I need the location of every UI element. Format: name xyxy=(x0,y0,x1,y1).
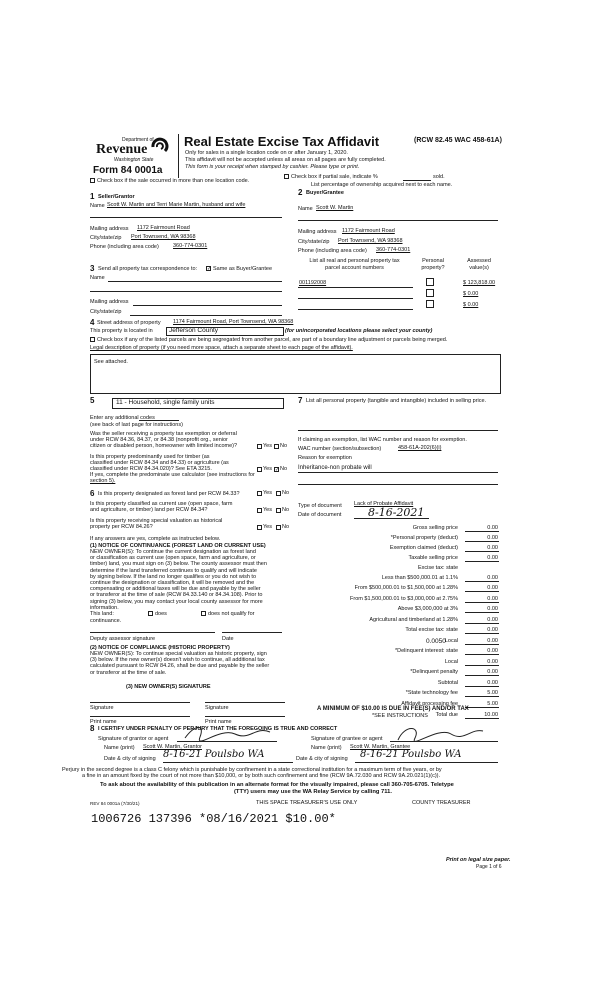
wac-number-label: WAC number (section/subsection) xyxy=(298,446,382,452)
located-in-label: This property is located in xyxy=(90,328,153,334)
seller-name-line-2 xyxy=(90,217,282,218)
perjury-line-1: Perjury in the second degree is a class C felony which is punishable by confinement in a state correctional institution for a maximum term of five years, or by xyxy=(62,767,442,773)
s3-mailing-label: Mailing address xyxy=(90,299,129,305)
exemption-q-line-1: Was the seller receiving a property tax exemption or deferral xyxy=(90,431,237,437)
cashier-stamp: 1006726 137396 *08/16/2021 $10.00* xyxy=(91,812,336,826)
rev-number: REV 84 0001a (7/30/21) xyxy=(90,801,140,806)
county-value: Jefferson County xyxy=(169,327,219,334)
tax-row-value[interactable]: 0.00 xyxy=(487,575,498,581)
section-4-number: 4 xyxy=(90,318,95,327)
exemption-yes-label: Yes xyxy=(263,443,272,449)
tax-row-label: Taxable selling price xyxy=(408,555,458,561)
exemption-no-checkbox[interactable] xyxy=(274,444,279,449)
date-of-document[interactable]: 8-16-2021 xyxy=(368,506,425,519)
assessed-value-2[interactable]: $ 0.00 xyxy=(463,291,479,297)
tax-row-label: *State technology fee xyxy=(405,690,458,696)
owner-signature-line-1[interactable] xyxy=(90,702,190,703)
alt-format-line-2: (TTY) users may use the WA Relay Service by calling 711. xyxy=(234,789,392,795)
same-as-buyer-checkbox[interactable]: ✓ xyxy=(207,266,212,272)
alt-format-line-1: To ask about the availability of this publication in an alternate format for the visually impaired, please call 360-705-6705. Teletype xyxy=(100,782,454,788)
forest-no-label: No xyxy=(282,490,290,496)
header-divider xyxy=(178,134,179,178)
deputy-date-label: Date xyxy=(222,636,234,642)
seller-mailing-label: Mailing address xyxy=(90,226,129,232)
grantee-date-city-line xyxy=(355,762,498,763)
multi-location-label: Check box if the sale occurred in more than one location code. xyxy=(97,178,250,184)
buyer-mailing[interactable]: 1172 Fairmount Road xyxy=(342,228,395,234)
current-use-no-checkbox[interactable] xyxy=(276,508,281,513)
tax-row-value[interactable]: 5.00 xyxy=(487,701,498,707)
timber-no-label: No xyxy=(280,466,288,472)
street-address-label: Street address of property xyxy=(97,320,161,326)
land-does-label: does xyxy=(155,611,167,617)
seller-name-label: Name xyxy=(90,203,105,209)
owner-print-line-1[interactable] xyxy=(90,716,190,717)
exemption-q-line-3: citizen or disabled person, homeowner with limited income)? xyxy=(90,443,238,449)
multi-location-checkbox[interactable] xyxy=(90,178,95,183)
land-use-code-select[interactable] xyxy=(112,398,284,409)
grantee-name-print[interactable]: Scott W. Martin, Grantee xyxy=(350,744,411,750)
land-does-checkbox[interactable] xyxy=(148,611,153,616)
owner-signature-line-2[interactable] xyxy=(205,702,285,703)
notice-text-line: calculated pursuant to RCW 84.26, shall be due and payable by the seller xyxy=(90,663,270,670)
notice-text-line: by signing below. If the land no longer qualifies or you do not wish to xyxy=(90,573,257,580)
timber-q-line-2: classified under RCW 84.34 and 84.33) or agriculture (as xyxy=(90,460,229,466)
s3-city-label: City/state/zip xyxy=(90,309,122,315)
page-number: Page 1 of 6 xyxy=(476,864,502,870)
tax-row-label: Total due xyxy=(435,712,458,718)
deputy-date-line[interactable] xyxy=(222,632,282,633)
parcels-col-label: List all real and personal property tax parcel account numbers xyxy=(309,258,400,271)
current-use-q-line-1: Is this property classified as current use (open space, farm xyxy=(90,501,233,507)
legal-paper-note: Print on legal size paper. xyxy=(446,857,511,863)
tax-row-value[interactable]: 0.00 xyxy=(487,545,498,551)
notice-text-line: signing (3) below, you may contact your local county assessor for more xyxy=(90,598,263,605)
county-treasurer-label: COUNTY TREASURER xyxy=(412,800,471,806)
current-use-yes-label: Yes xyxy=(263,507,272,513)
personal-property-checkbox-1[interactable] xyxy=(426,278,434,286)
notice-text-line: information. xyxy=(90,604,119,611)
grantee-signature-scribble xyxy=(393,722,488,744)
notice-text-line: or transferor at the time of sale. xyxy=(90,669,167,676)
owner-print-line-2[interactable] xyxy=(205,716,285,717)
exemption-no-label: No xyxy=(280,443,288,449)
s3-name-label: Name xyxy=(90,275,105,281)
notice-text-line: (3) below. If the new owner(s) doesn't wish to continue, all additional tax xyxy=(90,657,265,664)
parcel-line-3 xyxy=(298,309,413,310)
exemption-yes-checkbox[interactable] xyxy=(257,444,262,449)
notice-line-2: This affidavit will not be accepted unless all areas on all pages are fully completed. xyxy=(185,157,386,163)
claim-exemption-label: If claiming an exemption, list WAC number and reason for exemption. xyxy=(298,437,467,443)
buyer-phone-label: Phone (including area code) xyxy=(298,248,367,254)
s3-mailing-line[interactable] xyxy=(133,305,282,306)
seller-mailing[interactable]: 1172 Fairmount Road xyxy=(137,225,190,231)
timber-no-checkbox[interactable]: ✓ xyxy=(275,467,280,473)
additional-codes-label: Enter any additional codes xyxy=(90,415,155,421)
grantor-name-print[interactable]: Scott W. Martin, Grantor xyxy=(143,744,202,750)
grantee-date-city[interactable]: 8-16-21 Poulsbo WA xyxy=(360,749,462,760)
seller-heading: Seller/Grantor xyxy=(98,194,135,200)
notice-text-line: continue the designation or classification, it will be removed and the xyxy=(90,580,255,586)
buyer-name-line-2 xyxy=(298,220,498,221)
date-of-document-line xyxy=(354,518,429,519)
see-instructions: *SEE INSTRUCTIONS xyxy=(372,713,428,719)
tax-row-value[interactable]: 0.00 xyxy=(487,535,498,541)
historic-yes-label: Yes xyxy=(263,524,272,530)
timber-yes-label: Yes xyxy=(263,466,272,472)
parcel-line-1 xyxy=(298,287,413,288)
grantee-signature-label: Signature of grantee or agent xyxy=(311,736,383,742)
assessed-value-1[interactable]: $ 123,818.00 xyxy=(463,280,496,286)
wac-number[interactable]: 458-61A-202(6)(i) xyxy=(398,445,442,451)
current-use-q-line-2: and agriculture, or timber) land per RCW 84.34? xyxy=(90,507,208,513)
notice-continuance-title: (1) NOTICE OF CONTINUANCE (FOREST LAND OR CURRENT USE) xyxy=(90,543,266,549)
section-6-number: 6 xyxy=(90,489,95,498)
unincorporated-note: (for unincorporated locations please select your county) xyxy=(285,328,433,334)
grantee-date-city-label: Date & city of signing xyxy=(296,756,348,762)
buyer-heading: Buyer/Grantee xyxy=(306,190,344,196)
buyer-name-label: Name xyxy=(298,206,313,212)
tax-row-label: From $500,000.01 to $1,500,000 at 1.28% xyxy=(354,585,458,591)
segregated-label: Check box if any of the listed parcels are being segregated from another parcel, are part of a boundary line adjustment or parcels being merged. xyxy=(97,337,448,343)
dept-prefix: Department of xyxy=(122,137,154,143)
tax-row-value[interactable]: 0.00 xyxy=(487,585,498,591)
grantor-name-print-label: Name (print) xyxy=(104,745,135,751)
seller-phone-label: Phone (including area code) xyxy=(90,244,159,250)
tax-row-label: Total excise tax: state xyxy=(405,627,458,633)
reason-label: Reason for exemption xyxy=(298,455,352,461)
section-5-number: 5 xyxy=(90,396,95,405)
tax-row-value[interactable]: 5.00 xyxy=(487,690,498,696)
section-8-number: 8 xyxy=(90,724,95,733)
reason-value[interactable]: Inheritance-non probate will xyxy=(298,465,372,471)
form-number: Form 84 0001a xyxy=(93,165,163,176)
owner-print-label-2: Print name xyxy=(205,719,232,725)
tax-row-value[interactable]: 0.00 xyxy=(487,648,498,654)
parcel-line-2 xyxy=(298,298,413,299)
personal-property-list-line[interactable] xyxy=(298,430,498,431)
perjury-line-2: a fine in an amount fixed by the court of not more than $10,000, or by both such confinement and fine (RCW 9A.72.030 and RCW 9A.20.021(1)(c)). xyxy=(82,773,441,779)
timber-q-line-4: If yes, complete the predominate use calculator (see instructions for xyxy=(90,472,255,478)
reason-line-1 xyxy=(298,472,498,473)
minimum-due-line: A MINIMUM OF $10.00 IS DUE IN FEE(S) AND/OR TAX xyxy=(317,706,469,712)
section-2-number: 2 xyxy=(298,188,303,197)
s3-name-line[interactable] xyxy=(108,281,282,282)
tax-row-label: Excise tax: state xyxy=(417,565,458,571)
tax-row-label: *Delinquent penalty xyxy=(410,669,458,675)
tax-row-label: *Delinquent interest: state xyxy=(395,648,458,654)
assessed-value-col-label: Assessed value(s) xyxy=(467,258,491,271)
notice-text-line: timber) land, you must sign on (3) below. The county assessor must then xyxy=(90,561,267,568)
ownership-note: List percentage of ownership acquired next to each name. xyxy=(311,182,453,188)
timber-q-line-3: classified under RCW 84.34.020)? See ETA 3215. xyxy=(90,466,212,472)
seller-city[interactable]: Port Townsend, WA 98368 xyxy=(131,234,196,240)
grantor-date-city-label: Date & city of signing xyxy=(104,756,156,762)
dept-state: Washington State xyxy=(114,157,154,163)
buyer-name[interactable]: Scott W. Martin xyxy=(316,205,354,211)
legal-description-label: Legal description of property (if you need more space, attach a separate sheet to each page of the affidavit). xyxy=(90,345,353,351)
notice-text-line: compensating or additional taxes will be due and payable by the seller xyxy=(90,586,261,593)
notice-line-1: Only for sales in a single location code on or after January 1, 2020. xyxy=(185,150,348,156)
land-does-not-label: does not qualify for xyxy=(208,611,255,617)
form-title: Real Estate Excise Tax Affidavit xyxy=(184,134,380,149)
notice-text-line: or classification as current use (open space, farm and agriculture, or xyxy=(90,555,256,562)
buyer-phone[interactable]: 360-774-0301 xyxy=(376,247,411,253)
timber-q-line-5: section 5). xyxy=(90,478,116,484)
tax-row-value[interactable]: 0.00 xyxy=(487,525,498,531)
deputy-signature-label: Deputy assessor signature xyxy=(90,636,156,642)
owner-print-label-1: Print name xyxy=(90,719,117,725)
tax-row-label: Local xyxy=(444,638,458,644)
historic-q-line-1: Is this property receiving special valuation as historical xyxy=(90,518,223,524)
seller-phone[interactable]: 360-774-0301 xyxy=(173,243,208,249)
tax-row-value[interactable]: 0.00 xyxy=(487,617,498,623)
parcel-number-1[interactable]: 001192008 xyxy=(299,280,327,286)
notice-line-3: This form is your receipt when stamped by cashier. Please type or print. xyxy=(185,164,360,170)
county-select[interactable] xyxy=(166,327,284,336)
seller-city-label: City/state/zip xyxy=(90,235,122,241)
current-use-yes-checkbox[interactable] xyxy=(257,508,262,513)
certify-statement: I CERTIFY UNDER PENALTY OF PERJURY THAT THE FOREGOING IS TRUE AND CORRECT xyxy=(98,726,338,732)
type-of-document[interactable]: Lack of Probate Affidavit xyxy=(354,501,414,507)
local-rate: 0.0050 xyxy=(426,638,446,645)
see-back-note: (see back of last page for instructions) xyxy=(90,422,183,428)
grantor-signature-scribble xyxy=(180,722,275,744)
timber-yes-checkbox[interactable] xyxy=(257,467,262,472)
tax-row-value[interactable]: 0.00 xyxy=(487,659,498,665)
tax-row-label: Local xyxy=(444,659,458,665)
partial-percent-line[interactable] xyxy=(403,180,431,181)
buyer-city-label: City/state/zip xyxy=(298,239,330,245)
tax-row-label: Less than $500,000.01 at 1.1% xyxy=(381,575,458,581)
notice-text-line: NEW OWNER(S): To continue special valuation as historic property, sign xyxy=(90,651,267,657)
additional-codes-line[interactable] xyxy=(139,420,179,421)
historic-q-line-2: property per RCW 84.26? xyxy=(90,524,153,530)
forest-land-question: Is this property designated as forest land per RCW 84.33? xyxy=(98,491,240,497)
personal-property-checkbox-3[interactable] xyxy=(426,300,434,308)
buyer-mailing-label: Mailing address xyxy=(298,229,337,235)
tax-row-value[interactable]: 0.00 xyxy=(487,680,498,686)
tax-row-label: Subtotal xyxy=(437,680,458,686)
owner-signature-label-1: Signature xyxy=(90,705,114,711)
property-street-address[interactable]: 1174 Fairmount Road, Port Townsend, WA 98368 xyxy=(173,319,294,325)
s3-name-line-2 xyxy=(90,291,282,292)
tax-row-label: Gross selling price xyxy=(412,525,458,531)
partial-sale-label: Check box if partial sale, indicate % xyxy=(291,174,378,180)
notice-text-line: or transferor at the time of sale (RCW 84.33.140 or 84.34.108). Prior to xyxy=(90,592,263,599)
notice-compliance-title: (2) NOTICE OF COMPLIANCE (HISTORIC PROPERTY) xyxy=(90,645,230,651)
date-of-document-label: Date of document xyxy=(298,512,342,518)
section-3-number: 3 xyxy=(90,264,95,273)
tax-row-value[interactable]: 0.00 xyxy=(487,596,498,602)
buyer-city[interactable]: Port Townsend, WA 98368 xyxy=(338,238,403,244)
tax-row-value[interactable]: 0.00 xyxy=(487,638,498,644)
historic-no-label: No xyxy=(282,524,290,530)
forest-yes-label: Yes xyxy=(263,490,272,496)
tax-row-label: Exemption claimed (deduct) xyxy=(389,545,458,551)
tax-row-label: Agricultural and timberland at 1.28% xyxy=(369,617,458,623)
dor-swoosh-icon xyxy=(149,137,169,157)
historic-yes-checkbox[interactable] xyxy=(257,525,262,530)
reason-line-2 xyxy=(298,484,498,485)
segregated-checkbox[interactable] xyxy=(90,337,95,342)
timber-q-line-1: Is this property predominantly used for timber (as xyxy=(90,454,210,460)
legal-description-value: See attached. xyxy=(94,359,128,365)
grantor-date-city-line xyxy=(163,762,293,763)
notice-text-line: NEW OWNER(S): To continue the current designation as forest land xyxy=(90,549,256,555)
tax-row-value[interactable]: 0.00 xyxy=(487,606,498,612)
notice-text-line: determine if the land transferred continues to qualify and will indicate xyxy=(90,567,257,574)
same-as-buyer-label: Same as Buyer/Grantee xyxy=(213,266,273,272)
tax-row-value[interactable]: 10.00 xyxy=(484,712,498,718)
assessed-value-3[interactable]: $ 0.00 xyxy=(463,302,479,308)
form-title-rcw: (RCW 82.45 WAC 458-61A) xyxy=(414,137,502,144)
correspondence-label: Send all property tax correspondence to: xyxy=(98,266,198,272)
personal-property-checkbox-2[interactable] xyxy=(426,289,434,297)
forest-yes-checkbox[interactable] xyxy=(257,491,262,496)
exemption-q-line-2: under RCW 84.36, 84.37, or 84.38 (nonprofit org., senior xyxy=(90,437,228,443)
continuance-label: continuance. xyxy=(90,618,122,624)
historic-no-checkbox[interactable] xyxy=(276,525,281,530)
section-1-number: 1 xyxy=(90,192,95,201)
partial-sold-label: sold. xyxy=(433,174,445,180)
personal-property-col-label: Personal property? xyxy=(421,258,445,271)
tax-row-value[interactable]: 0.00 xyxy=(487,669,498,675)
forest-no-checkbox[interactable] xyxy=(276,491,281,496)
grantor-signature-label: Signature of grantor or agent xyxy=(98,736,169,742)
tax-row-label: *Personal property (deduct) xyxy=(390,535,458,541)
tax-row-label: From $1,500,000.01 to $3,000,000 at 2.75% xyxy=(350,596,458,602)
dept-name: Revenue xyxy=(96,142,148,157)
land-does-not-checkbox[interactable] xyxy=(201,611,206,616)
legal-description-box[interactable] xyxy=(90,354,501,394)
current-use-no-label: No xyxy=(282,507,290,513)
this-land-label: This land: xyxy=(90,611,114,617)
land-use-code-value: 11 - Household, single family units xyxy=(116,399,215,406)
tax-row-value[interactable]: 0.00 xyxy=(487,627,498,633)
s3-city-line[interactable] xyxy=(130,315,282,316)
deputy-signature-line[interactable] xyxy=(90,632,215,633)
treasurer-only-label: THIS SPACE TREASURER'S USE ONLY xyxy=(256,800,358,806)
tax-row-value[interactable]: 0.00 xyxy=(487,555,498,561)
tax-row-label: Affidavit processing fee xyxy=(401,701,458,707)
answers-yes-note: If any answers are yes, complete as instructed below. xyxy=(90,536,221,542)
new-owner-signature-title: (3) NEW OWNER(S) SIGNATURE xyxy=(126,684,211,690)
seller-name[interactable]: Scott W. Martin and Terri Marie Martin, husband and wife xyxy=(107,202,246,208)
tax-row-label: Above $3,000,000 at 3% xyxy=(397,606,458,612)
partial-sale-checkbox[interactable] xyxy=(284,174,289,179)
owner-signature-label-2: Signature xyxy=(205,705,229,711)
grantor-date-city[interactable]: 8-16-21 Poulsbo WA xyxy=(163,749,265,760)
grantee-name-print-label: Name (print) xyxy=(311,745,342,751)
type-of-document-label: Type of document xyxy=(298,503,342,509)
section-7-number: 7 xyxy=(298,396,303,405)
personal-property-list-label: List all personal property (tangible and intangible) included in selling price. xyxy=(306,398,487,404)
